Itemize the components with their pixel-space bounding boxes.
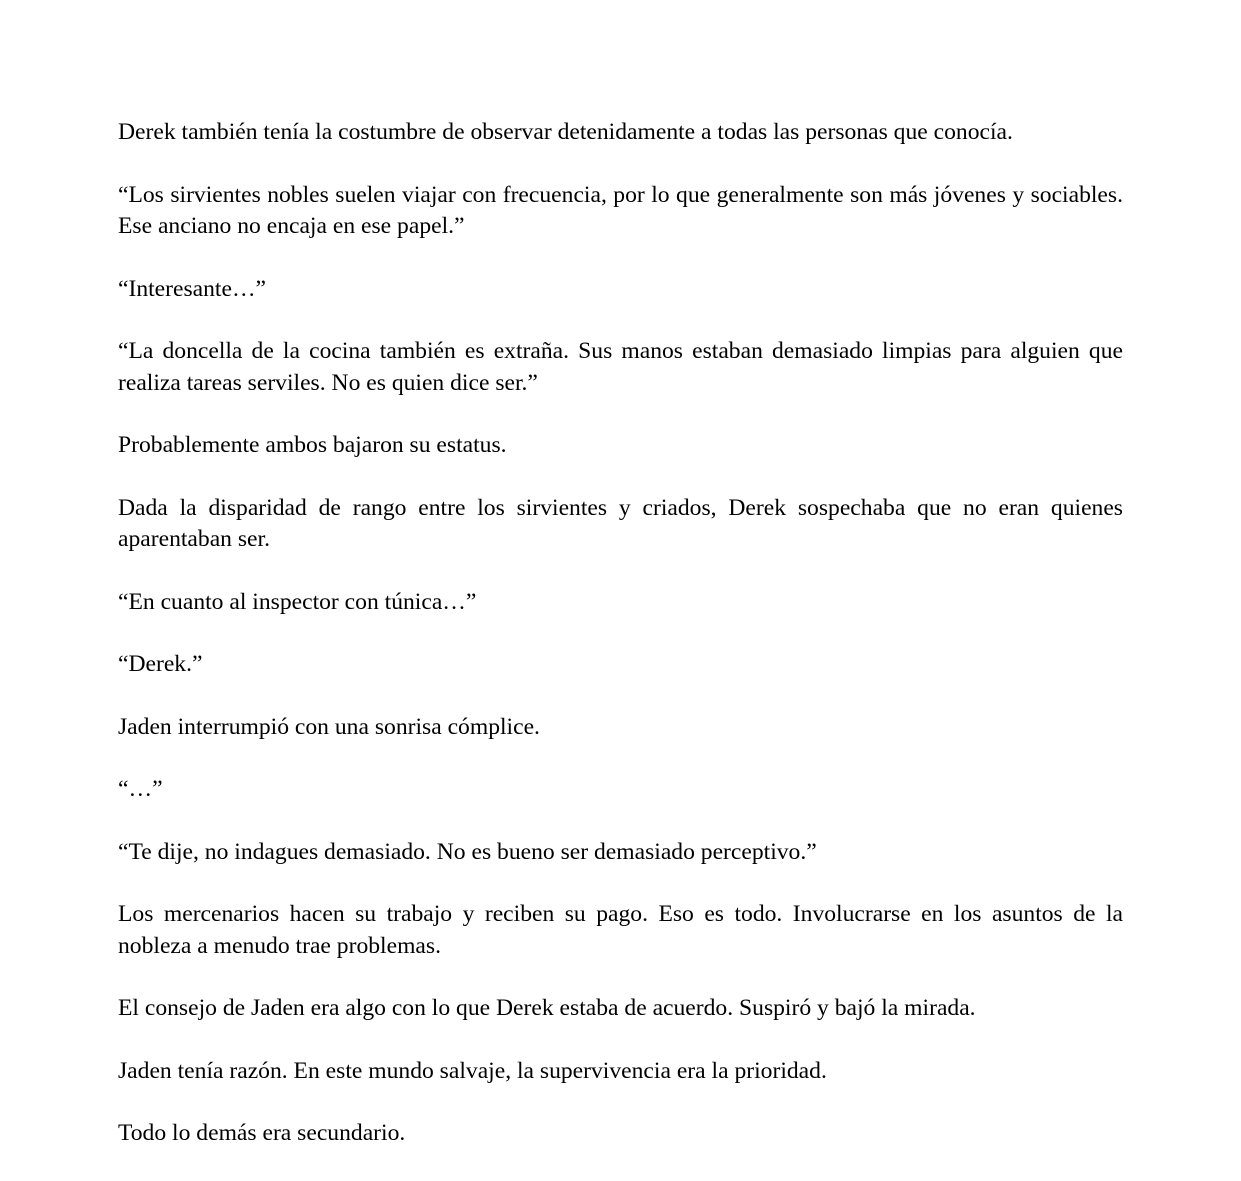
paragraph: “En cuanto al inspector con túnica…”	[118, 588, 477, 615]
paragraph: Jaden interrumpió con una sonrisa cómplice.	[118, 713, 540, 740]
paragraph: “Te dije, no indagues demasiado. No es bueno ser demasiado perceptivo.”	[118, 838, 817, 865]
paragraph: Derek también tenía la costumbre de observar detenidamente a todas las personas que conocía.	[118, 119, 1013, 145]
paragraph: Dada la disparidad de rango entre los sirvientes y criados, Derek sospechaba que no eran quienes aparentaban ser.	[118, 494, 1123, 552]
document-body	[118, 117, 1123, 1181]
paragraph: “Interesante…”	[118, 275, 267, 302]
paragraph: “Derek.”	[118, 651, 203, 677]
paragraph: Jaden tenía razón. En este mundo salvaje, la supervivencia era la prioridad.	[118, 1057, 827, 1084]
paragraph: Probablemente ambos bajaron su estatus.	[118, 432, 507, 458]
paragraph: “La doncella de la cocina también es extraña. Sus manos estaban demasiado limpias para alguien que realiza tareas serviles. No es quien dice ser.”	[118, 338, 1123, 396]
paragraph: “…”	[118, 776, 163, 802]
paragraph: Todo lo demás era secundario.	[118, 1120, 406, 1146]
paragraph: Los mercenarios hacen su trabajo y reciben su pago. Eso es todo. Involucrarse en los asuntos de la nobleza a menudo trae problemas.	[118, 901, 1123, 959]
paragraph: El consejo de Jaden era algo con lo que Derek estaba de acuerdo. Suspiró y bajó la mirada.	[118, 995, 976, 1021]
paragraph: “Los sirvientes nobles suelen viajar con frecuencia, por lo que generalmente son más jóvenes y sociables. Ese anciano no encaja en ese papel.”	[118, 181, 1123, 239]
